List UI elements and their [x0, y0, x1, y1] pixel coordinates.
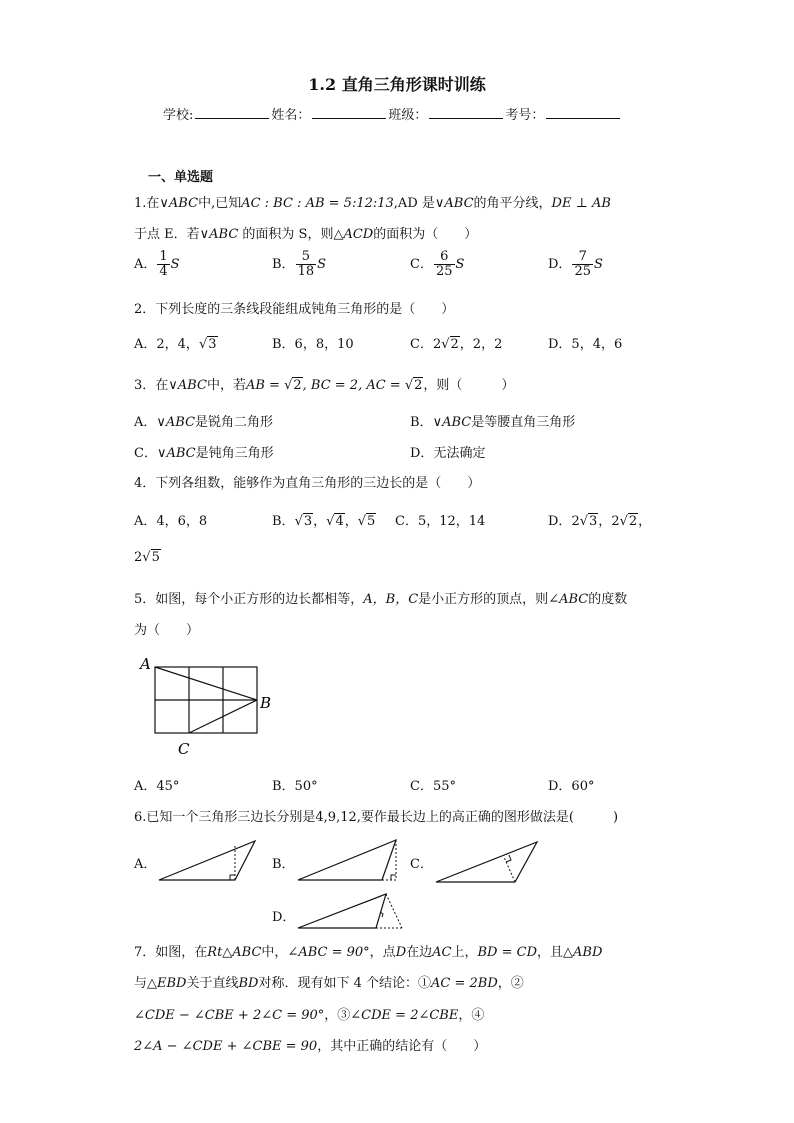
separator: ， — [344, 514, 358, 529]
option-label: D． — [410, 446, 434, 461]
radicand: 2 — [450, 337, 459, 352]
option-label: A． — [134, 415, 157, 430]
q7-ac: AC — [432, 945, 452, 960]
q3-option-c[interactable] — [134, 442, 274, 461]
coef: 2 — [571, 514, 580, 529]
q6-option-b-label[interactable]: B． — [272, 857, 295, 872]
option-text: 是钝角三角形 — [195, 446, 274, 461]
q2-option-c[interactable]: C．2√2，2，2 — [410, 337, 503, 352]
q1-option-c[interactable] — [410, 250, 464, 279]
page-title: 1.2 直角三角形课时训练 — [308, 75, 486, 94]
q7-line1 — [134, 941, 602, 960]
q7-conclusion-3: ∠CDE = 2∠CBE — [350, 1008, 459, 1023]
option-label: D． — [548, 514, 572, 529]
radicand: 4 — [335, 514, 344, 529]
school-label: 学校: — [163, 108, 194, 123]
q5-option-b[interactable]: B．50° — [272, 779, 318, 794]
q7-conclusion-1: AC = 2BD — [431, 976, 498, 991]
triangle — [298, 894, 386, 928]
q7-text: 7．如图，在 — [134, 945, 208, 960]
variable: S — [593, 257, 603, 272]
grid-lines — [155, 667, 257, 733]
segment-AB — [155, 667, 257, 700]
q7-text: ，④ — [458, 1008, 485, 1023]
separator: ， — [598, 514, 612, 529]
q6-figure-a[interactable] — [155, 836, 265, 886]
triangle — [436, 842, 537, 882]
q7-text: 上， — [451, 945, 478, 960]
right-angle-mark — [506, 855, 511, 862]
q7-point: D — [395, 945, 407, 960]
option-tri: ∨ABC — [156, 415, 196, 430]
option-label: C． — [134, 446, 157, 461]
q2-stem: 2．下列长度的三条线段能组成钝角三角形的是（ ） — [134, 302, 455, 317]
q1-acd: △ACD — [333, 227, 374, 242]
q7-abd: △ABD — [563, 945, 603, 960]
variable: S — [455, 257, 465, 272]
q7-cond: ∠ABC = 90° — [287, 945, 370, 960]
q2-option-a[interactable]: A．2，4，√3 — [134, 337, 217, 352]
option-label: A． — [134, 257, 157, 272]
q7-text: 关于直线 — [186, 976, 239, 991]
q7-line2 — [134, 972, 524, 991]
q6-figure-d[interactable] — [294, 888, 409, 932]
radicand: 5 — [151, 550, 160, 565]
q1-text: 的角平分线， — [473, 196, 552, 211]
q1-triangle: ∨ABC — [199, 227, 239, 242]
q4-option-c[interactable]: C．5，12，14 — [395, 514, 486, 529]
q5-line1 — [134, 588, 627, 607]
exam-no-blank[interactable] — [546, 106, 620, 119]
option-text: 是等腰直角三角形 — [471, 415, 576, 430]
q3-text: 3．在 — [134, 378, 169, 393]
q7-line4 — [134, 1035, 486, 1054]
q4-option-d-cont: 2√5 — [134, 550, 160, 565]
denominator: 18 — [297, 264, 315, 279]
option-label: B． — [272, 257, 295, 272]
q3-stem: 3．在∨ABC中，若AB = √2, BC = 2, AC = √2，则（ ） — [134, 378, 515, 393]
q7-conclusion-2: ∠CDE − ∠CBE + 2∠C = 90° — [134, 1008, 325, 1023]
denominator: 4 — [159, 264, 168, 279]
label-A: A — [140, 655, 151, 673]
q5-line2: 为（ ） — [134, 623, 200, 638]
q7-text: ，③ — [324, 1008, 351, 1023]
numerator: 1 — [159, 249, 168, 264]
q1-line1 — [134, 192, 611, 211]
radicand: 3 — [208, 337, 217, 352]
q1-option-d[interactable] — [548, 250, 603, 279]
q3-option-a[interactable] — [134, 411, 273, 430]
q1-text: ,AD 是 — [393, 196, 435, 211]
q7-text: 与 — [134, 976, 148, 991]
q2-option-d[interactable]: D．5，4，6 — [548, 337, 623, 352]
q6-option-a-label[interactable]: A． — [134, 857, 157, 872]
q7-text: 对称．现有如下 4 个结论：① — [258, 976, 432, 991]
option-label: B． — [410, 415, 433, 430]
q7-rt: Rt△ABC — [207, 945, 262, 960]
q6-stem: 6.已知一个三角形三边长分别是4,9,12,要作最长边上的高正确的图形做法是( ) — [134, 810, 619, 825]
class-blank[interactable] — [429, 106, 503, 119]
label-B: B — [260, 694, 272, 712]
q1-text: 的面积为 S，则 — [238, 227, 334, 242]
q7-ebd: △EBD — [147, 976, 187, 991]
q5-option-d[interactable]: D．60° — [548, 779, 595, 794]
q5-angle: ∠ABC — [548, 592, 589, 607]
q7-text: ，点 — [369, 945, 396, 960]
q6-option-d-label[interactable]: D． — [272, 910, 296, 925]
numerator: 5 — [296, 250, 317, 265]
q6-figure-b[interactable] — [294, 836, 409, 886]
label-C: C — [178, 740, 190, 758]
q7-text: ，② — [497, 976, 524, 991]
q3-text: 中，若 — [206, 378, 246, 393]
q7-bd: BD — [238, 976, 259, 991]
q5-text: 5．如图，每个小正方形的边长都相等， — [134, 592, 364, 607]
option-text: C．2 — [410, 337, 442, 352]
q7-text: 在边 — [406, 945, 433, 960]
right-angle-mark — [391, 875, 396, 880]
dotted-edge — [386, 894, 402, 928]
q3-triangle: ∨ABC — [168, 378, 207, 393]
school-blank[interactable] — [195, 106, 269, 119]
q7-line3 — [134, 1004, 484, 1023]
variable: S — [317, 257, 327, 272]
coef: 2 — [611, 514, 620, 529]
option-text: ，2，2 — [459, 337, 503, 352]
option-label: B． — [272, 514, 295, 529]
separator: ， — [313, 514, 327, 529]
option-tri: ∨ABC — [432, 415, 472, 430]
q5-option-c[interactable]: C．55° — [410, 779, 456, 794]
denominator: 25 — [574, 264, 591, 279]
q1-text: 中,已知 — [198, 196, 242, 211]
q4-option-d[interactable]: D．2√3，2√2， — [548, 514, 652, 529]
radicand: 2 — [293, 378, 302, 393]
q5-grid-figure — [135, 650, 285, 762]
option-text: 无法确定 — [433, 446, 486, 461]
q1-triangle: ∨ABC — [159, 196, 199, 211]
option-label: C． — [410, 257, 433, 272]
q7-cond: BD = CD — [477, 945, 538, 960]
q1-line2 — [134, 223, 477, 242]
option-text: A．2，4， — [134, 337, 199, 352]
denominator: 25 — [435, 264, 453, 279]
separator: ， — [638, 514, 652, 529]
q1-ratio: AC : BC : AB = 5:12:13 — [241, 196, 394, 211]
q7-text: 中， — [261, 945, 288, 960]
variable: S — [170, 257, 180, 272]
name-label: 姓名： — [271, 108, 311, 123]
q4-option-a[interactable]: A．4，6，8 — [134, 514, 208, 529]
q5-text: 的度数 — [588, 592, 628, 607]
q3-option-b[interactable] — [410, 411, 575, 430]
numerator: 7 — [572, 250, 593, 265]
radicand: 3 — [303, 514, 313, 529]
q1-text: 于点 E．若 — [134, 227, 200, 242]
q7-conclusion-4: 2∠A − ∠CDE + ∠CBE = 90 — [134, 1039, 318, 1054]
student-info-line — [163, 104, 622, 123]
class-label: 班级： — [388, 108, 428, 123]
triangle — [159, 841, 255, 880]
option-text: 是锐角二角形 — [195, 415, 274, 430]
q7-text: ，且 — [537, 945, 564, 960]
q1-option-b[interactable] — [272, 250, 326, 279]
option-tri: ∨ABC — [156, 446, 196, 461]
q6-option-c-label[interactable]: C． — [410, 857, 433, 872]
radicand: 2 — [414, 378, 423, 393]
q3-cond: AB = — [245, 378, 285, 393]
radicand: 5 — [367, 514, 376, 529]
q7-text: ，其中正确的结论有（ ） — [317, 1039, 487, 1054]
q4-option-b[interactable]: B．√3，√4，√5 — [272, 514, 376, 529]
radicand: 3 — [589, 514, 598, 529]
q3-option-d[interactable] — [410, 442, 485, 461]
q6-figure-c[interactable] — [433, 838, 543, 886]
q4-stem: 4．下列各组数，能够作为直角三角形的三边长的是（ ） — [134, 476, 481, 491]
q1-triangle: ∨ABC — [434, 196, 474, 211]
coef: 2 — [134, 550, 143, 565]
q1-text: 1.在 — [134, 196, 160, 211]
numerator: 6 — [434, 250, 455, 265]
q5-text: 是小正方形的顶点，则 — [418, 592, 549, 607]
radicand: 2 — [628, 514, 638, 529]
name-blank[interactable] — [312, 106, 386, 119]
q5-option-a[interactable]: A．45° — [134, 779, 180, 794]
q5-points: A，B，C — [363, 592, 419, 607]
q3-cond: , BC = 2, AC = — [302, 378, 405, 393]
q2-option-b[interactable]: B．6，8，10 — [272, 337, 354, 352]
right-angle-mark — [230, 875, 235, 880]
q3-text: ，则（ ） — [423, 378, 515, 393]
section-heading: 一、单选题 — [148, 170, 214, 185]
exam-no-label: 考号： — [505, 108, 545, 123]
q1-option-a[interactable] — [134, 250, 180, 279]
q1-perp: DE ⊥ AB — [551, 196, 611, 211]
triangle — [298, 840, 396, 880]
q1-text: 的面积为（ ） — [373, 227, 478, 242]
option-label: D． — [548, 257, 572, 272]
